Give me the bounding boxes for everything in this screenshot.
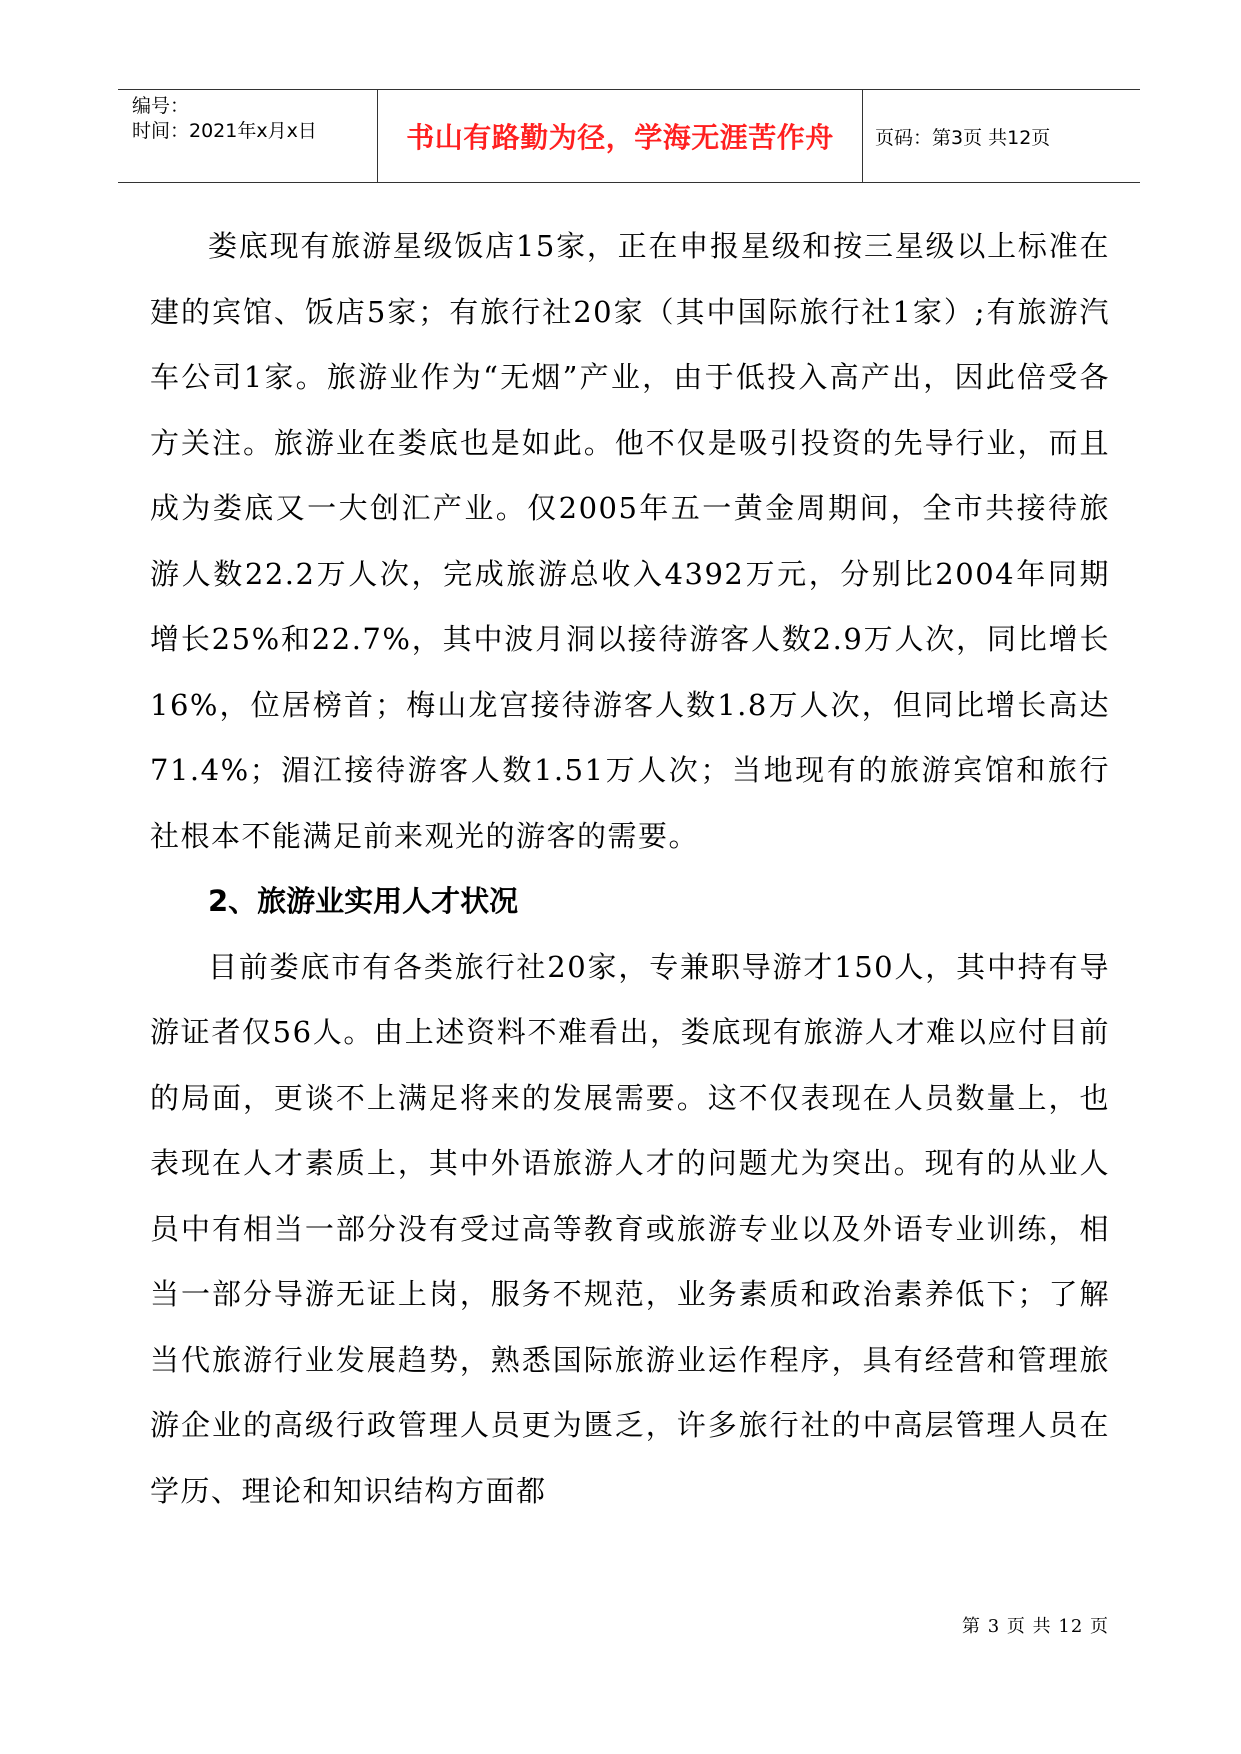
body-paragraph: 目前娄底市有各类旅行社20家，专兼职导游才150人，其中持有导游证者仅56人。由上述资料不难看出，娄底现有旅游人才难以应付目前的局面，更谈不上满足将来的发展需要。这不仅表现在人员数量上，也表现在人才素质上，其中外语旅游人才的问题尤为突出。现有的从业人员中有相当一部分没有受过高等教育或旅游专业以及外语专业训练，相当一部分导游无证上岗，服务不规范，业务素质和政治素养低下；了解当代旅游行业发展趋势，熟悉国际旅游业运作程序，具有经营和管理旅游企业的高级行政管理人员更为匮乏，许多旅行社的中高层管理人员在学历、理论和知识结构方面都 (150, 949, 1110, 1508)
header-page-info (862, 90, 1140, 182)
page-header (118, 89, 1140, 183)
document-time-label: 时间：2021年x月x日 (132, 120, 317, 142)
header-meta (118, 90, 378, 182)
body-paragraph: 娄底现有旅游星级饭店15家，正在申报星级和按三星级以上标准在建的宾馆、饭店5家；有旅行社20家（其中国际旅行社1家）;有旅游汽车公司1家。旅游业作为“无烟”产业，由于低投入高产出，因此倍受各方关注。旅游业在娄底也是如此。他不仅是吸引投资的先导行业，而且成为娄底又一大创汇产业。仅2005年五一黄金周期间，全市共接待旅游人数22.2万人次，完成旅游总收入4392万元，分别比2004年同期增长25%和22.7%，其中波月洞以接待游客人数2.9万人次，同比增长16%，位居榜首；梅山龙宫接待游客人数1.8万人次，但同比增长高达71.4%；湄江接待游客人数1.51万人次；当地现有的旅游宾馆和旅行社根本不能满足前来观光的游客的需要。 (150, 229, 1110, 853)
page-footer: 第 3 页 共 12 页 (962, 1616, 1109, 1637)
section-heading: 2、旅游业实用人才状况 (208, 884, 519, 918)
document-number-label: 编号： (132, 95, 190, 117)
document-body (150, 214, 1110, 1524)
header-motto-cell (378, 90, 863, 182)
header-motto: 书山有路勤为径，学海无涯苦作舟 (406, 121, 834, 154)
header-page-label: 页码：第3页 共12页 (875, 126, 1051, 149)
